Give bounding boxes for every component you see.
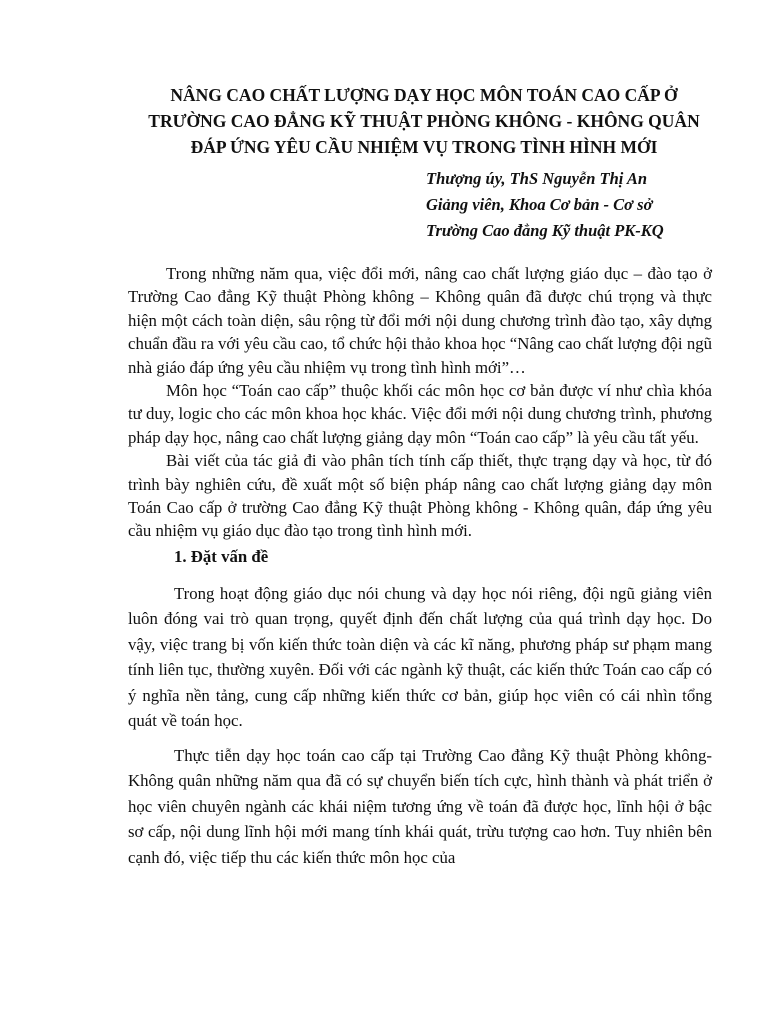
author-position: Giảng viên, Khoa Cơ bản - Cơ sở: [426, 195, 653, 214]
title-line-3: ĐÁP ỨNG YÊU CẦU NHIỆM VỤ TRONG TÌNH HÌNH MỚI: [190, 137, 658, 157]
section-heading: 1. Đặt vấn đề: [174, 546, 269, 566]
section-body: [128, 581, 712, 871]
author-block: [128, 166, 712, 244]
author-institution: Trường Cao đẳng Kỹ thuật PK-KQ: [426, 221, 664, 240]
abstract-paragraph-1: Trong những năm qua, việc đổi mới, nâng cao chất lượng giáo dục – đào tạo ở Trường Cao đẳng Kỹ thuật Phòng không – Không quân đã được chú trọng và thực hiện một cách toàn diện, sâu rộng từ đổi mới nội dung chương trình đào tạo, xây dựng chuẩn đầu ra với yêu cầu cao, tổ chức hội thảo khoa học “Nâng cao chất lượng đội ngũ nhà giáo đáp ứng yêu cầu nhiệm vụ trong tình hình mới”…: [128, 264, 712, 377]
section-paragraph-2: Thực tiễn dạy học toán cao cấp tại Trường Cao đẳng Kỹ thuật Phòng không- Không quân những năm qua đã có sự chuyển biến tích cực, hình thành và phát triển ở học viên chuyên ngành các khái niệm tương ứng về toán đã được học, lĩnh hội ở bậc sơ cấp, nội dung lĩnh hội mới mang tính khái quát, trừu tượng cao hơn. Tuy nhiên bên cạnh đó, việc tiếp thu các kiến thức môn học của: [128, 745, 712, 867]
abstract-paragraph-2: Môn học “Toán cao cấp” thuộc khối các môn học cơ bản được ví như chìa khóa tư duy, logic cho các môn khoa học khác. Việc đổi mới nội dung chương trình, phương pháp dạy học, nâng cao chất lượng giảng dạy môn “Toán cao cấp” là yêu cầu tất yếu.: [128, 381, 712, 447]
abstract-paragraph-3: Bài viết của tác giả đi vào phân tích tính cấp thiết, thực trạng dạy và học, từ đó trình bày nghiên cứu, đề xuất một số biện pháp nâng cao chất lượng giảng dạy môn Toán Cao cấp ở trường Cao đẳng Kỹ thuật Phòng không - Không quân, đáp ứng yêu cầu nhiệm vụ giáo dục đào tạo trong tình hình mới.: [128, 451, 712, 541]
abstract: [128, 262, 712, 569]
title-line-1: NÂNG CAO CHẤT LƯỢNG DẠY HỌC MÔN TOÁN CAO CẤP Ở: [170, 85, 678, 105]
title-line-2: TRƯỜNG CAO ĐẲNG KỸ THUẬT PHÒNG KHÔNG - KHÔNG QUÂN: [148, 111, 700, 131]
document-page: [128, 82, 712, 879]
section-paragraph-1: Trong hoạt động giáo dục nói chung và dạy học nói riêng, đội ngũ giảng viên luôn đóng vai trò quan trọng, quyết định đến chất lượng của quá trình dạy học. Do vậy, việc trang bị vốn kiến thức toàn diện và các kĩ năng, phương pháp sư phạm mang tính liên tục, thường xuyên. Đối với các ngành kỹ thuật, các kiến thức Toán cao cấp có ý nghĩa nền tảng, cung cấp những kiến thức cơ bản, giúp học viên có cái nhìn tổng quát về toán học.: [128, 583, 712, 731]
author-rank-name: Thượng úy, ThS Nguyễn Thị An: [426, 169, 648, 188]
document-title: [128, 82, 712, 160]
